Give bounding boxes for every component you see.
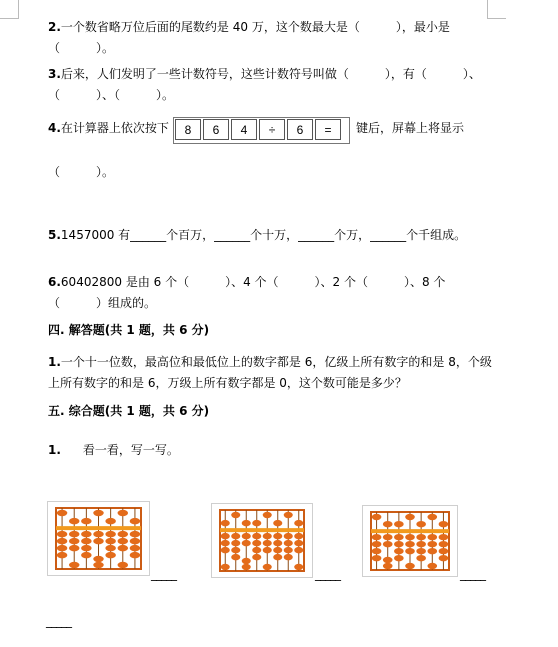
abacus-bead: [294, 540, 303, 546]
abacus-bead: [231, 533, 240, 539]
abacus-figure-2: [211, 503, 313, 578]
abacus-bead: [416, 534, 426, 540]
question-text: 一个十一位数，最高位和最低位上的数字都是 6，亿级上所有数字的和是 8，个级上所有数字的和是 6，万级上所有数字都是 0，这个数可能是多少？: [48, 355, 492, 390]
calculator-keys: [174, 117, 342, 144]
abacus-bead: [372, 541, 382, 547]
abacus-bead: [57, 545, 67, 551]
abacus-bead: [81, 538, 91, 544]
answer-blank: _____: [46, 614, 71, 628]
question-number: 1.: [48, 355, 61, 369]
calculator-key: 6: [203, 119, 229, 140]
abacus-bead: [93, 510, 103, 516]
abacus-bead: [439, 555, 449, 561]
section-4-title: 四. 解答题(共 1 题，共 6 分): [48, 323, 210, 337]
abacus-bead: [130, 531, 140, 537]
abacus-bead: [69, 545, 79, 551]
abacus-frame: [220, 510, 304, 571]
abacus-bead: [130, 552, 140, 558]
abacus-bead: [242, 520, 251, 526]
section-5-title: 五. 综合题(共 1 题，共 6 分): [48, 404, 210, 418]
abacus-bead: [118, 562, 128, 568]
abacus-bead: [263, 547, 272, 553]
question-text: 1457000 有______个百万，______个十万，______个万，______个千组成。: [60, 228, 467, 242]
section-4-question-1: [48, 352, 496, 394]
abacus-bead: [394, 548, 404, 554]
abacus-bead: [130, 518, 140, 524]
abacus-bead: [221, 533, 230, 539]
abacus-bead: [231, 547, 240, 553]
question-number: 5.: [48, 228, 61, 242]
abacus-bead: [81, 531, 91, 537]
abacus-bead: [372, 548, 382, 554]
calculator-key: 6: [287, 119, 313, 140]
abacus-bead: [383, 534, 393, 540]
abacus-bead: [294, 547, 303, 553]
abacus-bead: [372, 534, 382, 540]
abacus-bead: [93, 562, 103, 568]
abacus-bead: [221, 564, 230, 570]
abacus-bead: [221, 547, 230, 553]
abacus-bead: [284, 512, 293, 518]
abacus-bead: [416, 521, 426, 527]
abacus-bead: [405, 563, 415, 569]
abacus-bead: [105, 552, 115, 558]
abacus-beam: [371, 529, 449, 533]
abacus-bead: [242, 564, 251, 570]
abacus-bead: [439, 521, 449, 527]
abacus-bead: [81, 518, 91, 524]
page-corner-mark-left: [0, 0, 19, 19]
abacus-1-svg: [48, 502, 149, 575]
abacus-beam: [220, 528, 304, 532]
abacus-figure-1: [47, 501, 150, 576]
answer-blank: _____: [151, 567, 176, 581]
abacus-bead: [93, 531, 103, 537]
abacus-bead: [105, 518, 115, 524]
abacus-bead: [118, 545, 128, 551]
calculator-key: =: [315, 119, 341, 140]
abacus-bead: [294, 520, 303, 526]
abacus-bead: [93, 556, 103, 562]
abacus-bead: [273, 533, 282, 539]
abacus-bead: [273, 554, 282, 560]
question-number: 4.: [48, 121, 61, 135]
section-5-question-1: [48, 440, 496, 461]
abacus-bead: [263, 512, 272, 518]
abacus-bead: [383, 521, 393, 527]
question-text: 看一看，写一写。: [82, 443, 179, 457]
abacus-bead: [252, 547, 261, 553]
abacus-bead: [252, 520, 261, 526]
abacus-bead: [284, 547, 293, 553]
abacus-bead: [394, 534, 404, 540]
abacus-bead: [57, 510, 67, 516]
abacus-bead: [69, 562, 79, 568]
abacus-bead: [93, 538, 103, 544]
abacus-bead: [284, 554, 293, 560]
calculator-key: 8: [175, 119, 201, 140]
question-text-before: 在计算器上依次按下: [60, 121, 169, 135]
question-number: 6.: [48, 275, 61, 289]
question-number: 1.: [48, 443, 61, 457]
abacus-bead: [394, 555, 404, 561]
abacus-bead: [231, 554, 240, 560]
question-4-after: 键后，屏幕上将显示: [356, 121, 465, 135]
abacus-bead: [118, 531, 128, 537]
answer-blank: _____: [460, 567, 485, 581]
abacus-bead: [221, 540, 230, 546]
abacus-bead: [405, 541, 415, 547]
abacus-bead: [105, 538, 115, 544]
abacus-bead: [242, 533, 251, 539]
abacus-bead: [416, 555, 426, 561]
abacus-bead: [383, 541, 393, 547]
abacus-bead: [263, 564, 272, 570]
abacus-bead: [372, 514, 382, 520]
abacus-bead: [105, 531, 115, 537]
abacus-bead: [284, 540, 293, 546]
abacus-bead: [221, 520, 230, 526]
abacus-bead: [231, 540, 240, 546]
abacus-bead: [252, 540, 261, 546]
abacus-bead: [263, 533, 272, 539]
question-3: [48, 64, 496, 106]
abacus-bead: [273, 547, 282, 553]
abacus-bead: [427, 541, 437, 547]
answer-blank: _____: [315, 567, 340, 581]
abacus-bead: [57, 552, 67, 558]
abacus-bead: [416, 548, 426, 554]
question-2: [48, 17, 496, 59]
question-number: 3.: [48, 67, 61, 81]
abacus-bead: [383, 563, 393, 569]
abacus-bead: [252, 533, 261, 539]
abacus-3-svg: [363, 506, 457, 576]
abacus-bead: [416, 541, 426, 547]
abacus-bead: [383, 557, 393, 563]
abacus-bead: [427, 514, 437, 520]
abacus-bead: [405, 514, 415, 520]
abacus-beam: [56, 526, 141, 530]
abacus-bead: [81, 545, 91, 551]
abacus-2-svg: [212, 504, 312, 577]
abacus-bead: [294, 533, 303, 539]
abacus-bead: [439, 541, 449, 547]
abacus-bead: [81, 552, 91, 558]
abacus-bead: [394, 541, 404, 547]
abacus-bead: [130, 545, 140, 551]
abacus-bead: [294, 564, 303, 570]
abacus-bead: [231, 512, 240, 518]
abacus-bead: [252, 554, 261, 560]
question-5: [48, 225, 496, 246]
abacus-bead: [242, 558, 251, 564]
abacus-bead: [372, 555, 382, 561]
abacus-figure-3: [362, 505, 458, 577]
abacus-bead: [69, 538, 79, 544]
abacus-bead: [439, 548, 449, 554]
abacus-bead: [284, 533, 293, 539]
calculator-key: 4: [231, 119, 257, 140]
abacus-bead: [118, 538, 128, 544]
abacus-bead: [69, 518, 79, 524]
calculator-key: ÷: [259, 119, 285, 140]
abacus-bead: [105, 545, 115, 551]
abacus-bead: [405, 534, 415, 540]
question-4-answer: （ ）。: [48, 165, 115, 179]
abacus-bead: [394, 521, 404, 527]
question-number: 2.: [48, 20, 61, 34]
question-6: [48, 272, 496, 314]
abacus-bead: [427, 548, 437, 554]
abacus-bead: [69, 531, 79, 537]
abacus-bead: [130, 538, 140, 544]
abacus-bead: [273, 540, 282, 546]
question-text: 后来，人们发明了一些计数符号，这些计数符号叫做（ ），有（ ）、（ ）、（ ）。: [48, 67, 481, 102]
abacus-bead: [427, 534, 437, 540]
abacus-bead: [118, 510, 128, 516]
question-4: [48, 118, 178, 139]
abacus-bead: [439, 534, 449, 540]
abacus-bead: [427, 563, 437, 569]
abacus-bead: [405, 548, 415, 554]
question-text: 一个数省略万位后面的尾数约是 40 万，这个数最大是（ ），最小是（ ）。: [48, 20, 450, 55]
abacus-bead: [263, 540, 272, 546]
question-text: 60402800 是由 6 个（ ）、4 个（ ）、2 个（ ）、8 个（ ）组成的。: [48, 275, 446, 310]
abacus-bead: [273, 520, 282, 526]
abacus-bead: [242, 540, 251, 546]
abacus-bead: [57, 538, 67, 544]
abacus-bead: [57, 531, 67, 537]
